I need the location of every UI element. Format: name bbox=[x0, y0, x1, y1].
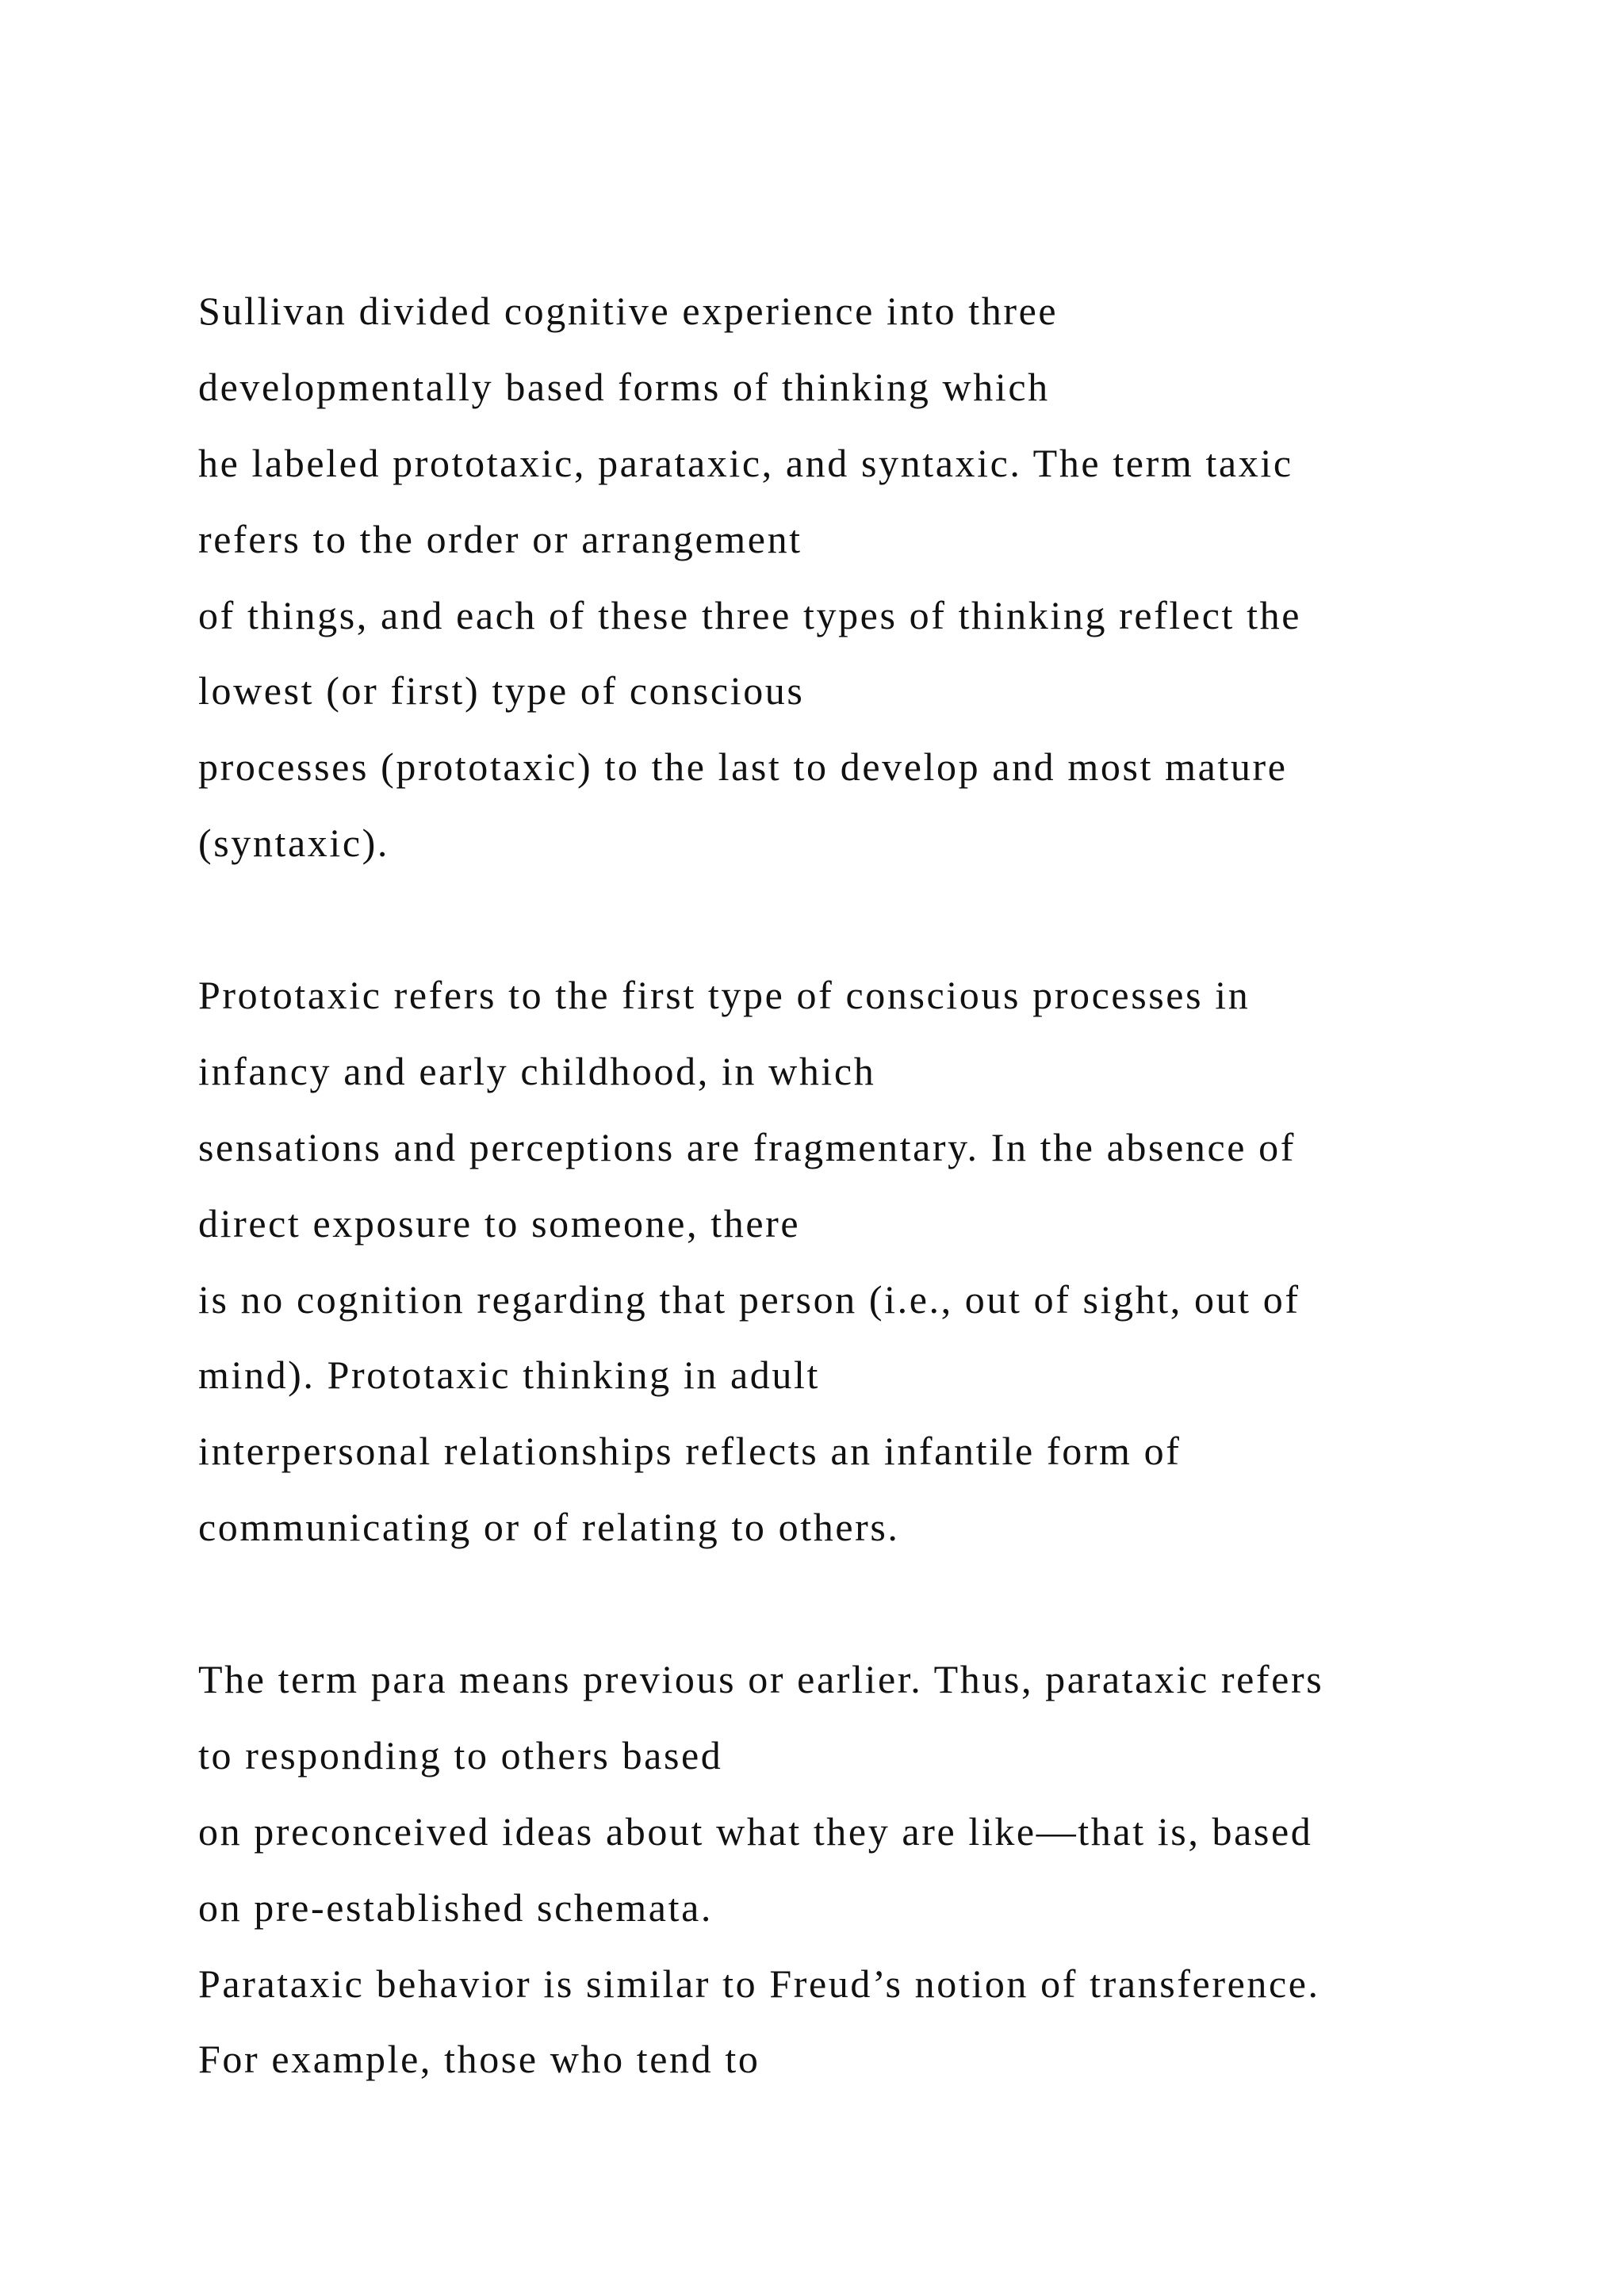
text-line: mind). Prototaxic thinking in adult bbox=[198, 1353, 820, 1398]
text-line: is no cognition regarding that person (i.e., out of sight, out of bbox=[198, 1276, 1300, 1322]
text-line: refers to the order or arrangement bbox=[198, 516, 802, 561]
text-line: on pre-established schemata. bbox=[198, 1885, 713, 1930]
text-line: lowest (or first) type of conscious bbox=[198, 668, 805, 714]
text-line: The term para means previous or earlier. Thus, parataxic refers bbox=[198, 1657, 1324, 1702]
text-line: infancy and early childhood, in which bbox=[198, 1048, 876, 1093]
paragraph-1 bbox=[198, 274, 1546, 882]
document-body bbox=[198, 274, 1546, 2098]
text-line: communicating or of relating to others. bbox=[198, 1505, 900, 1550]
text-line: direct exposure to someone, there bbox=[198, 1200, 801, 1246]
text-line: (syntaxic). bbox=[198, 821, 390, 866]
text-line: For example, those who tend to bbox=[198, 2037, 760, 2082]
text-line: sensations and perceptions are fragmentary. In the absence of bbox=[198, 1124, 1297, 1169]
paragraph-3 bbox=[198, 1642, 1546, 2098]
paragraph-spacer bbox=[198, 1566, 1546, 1642]
text-line: on preconceived ideas about what they are like—that is, based bbox=[198, 1808, 1313, 1854]
text-line: he labeled prototaxic, parataxic, and syntaxic. The term taxic bbox=[198, 440, 1293, 485]
text-line: interpersonal relationships reflects an infantile form of bbox=[198, 1429, 1182, 1474]
text-line: to responding to others based bbox=[198, 1732, 723, 1777]
text-line: Prototaxic refers to the first type of conscious processes in bbox=[198, 973, 1251, 1018]
paragraph-spacer bbox=[198, 882, 1546, 958]
paragraph-2 bbox=[198, 958, 1546, 1566]
text-line: Sullivan divided cognitive experience into three bbox=[198, 289, 1059, 333]
text-line: Parataxic behavior is similar to Freud’s notion of transference. bbox=[198, 1961, 1320, 2006]
text-line: processes (prototaxic) to the last to develop and most mature bbox=[198, 744, 1288, 790]
text-line: developmentally based forms of thinking which bbox=[198, 364, 1050, 409]
text-line: of things, and each of these three types of thinking reflect the bbox=[198, 592, 1301, 637]
